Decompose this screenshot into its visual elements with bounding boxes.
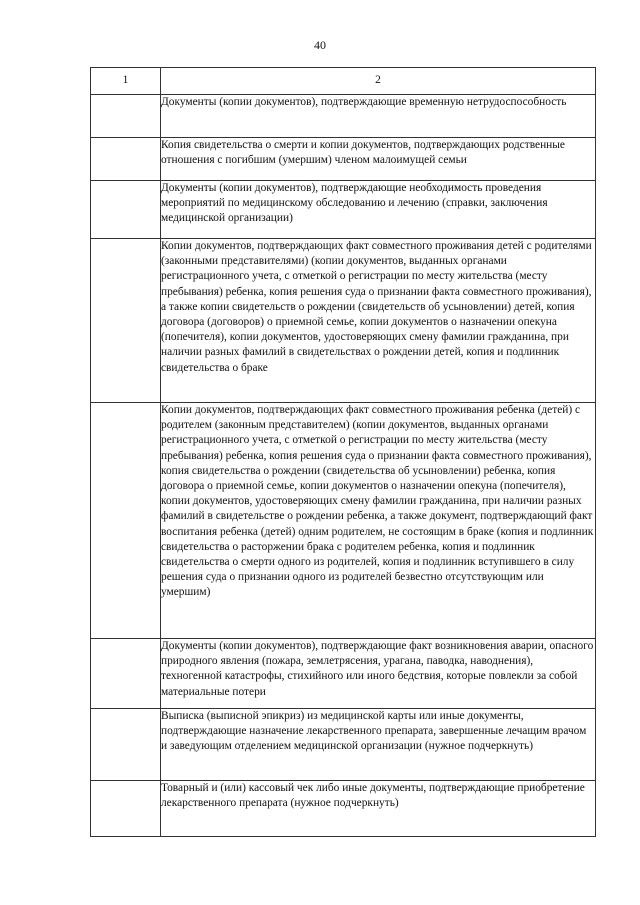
document-description: Выписка (выписной эпикриз) из медицинской карты или иные документы, подтверждающие назначение лекарственного препарата, завершенные лечащим врачом и заведующим отделением медицинской организации (нужное подчеркнуть) — [161, 709, 596, 781]
page-number: 40 — [314, 38, 326, 52]
document-description: Товарный и (или) кассовый чек либо иные документы, подтверждающие приобретение лекарственного препарата (нужное подчеркнуть) — [161, 781, 596, 837]
table-row — [91, 181, 596, 239]
row-number-cell — [91, 239, 161, 403]
table-row — [91, 709, 596, 781]
table-row — [91, 95, 596, 138]
row-number-cell — [91, 781, 161, 837]
document-description: Копия свидетельства о смерти и копии документов, подтверждающих родственные отношения с погибшим (умершим) членом малоимущей семьи — [161, 138, 596, 181]
row-number-cell — [91, 95, 161, 138]
documents-table — [90, 67, 596, 837]
column-header-2: 2 — [161, 68, 596, 95]
column-header-1: 1 — [91, 68, 161, 95]
document-description: Документы (копии документов), подтверждающие временную нетрудоспособность — [161, 95, 596, 138]
document-description: Копии документов, подтверждающих факт совместного проживания ребенка (детей) с родителем (законным представителем) (копии документов, выданных органами регистрационного учета, с отметкой о регистрации по месту жительства (месту пребывания) ребенка, копия решения суда о признании факта совместного проживания), копия свидетельства о рождении (свидетельства об усыновлении) ребенка, копия договора о приемной семье, копии документов о назначении опекуна (попечителя), копии документов, удостоверяющих смену фамилии гражданина, при наличии разных фамилий в свидетельстве о рождении ребенка, а также документ, подтверждающий факт воспитания ребенка (детей) одним родителем, не состоящим в браке (копия и подлинник свидетельства о расторжении брака с родителем ребенка, копия и подлинник свидетельства о смерти одного из родителей, копия и подлинник вступившего в силу решения суда о признании одного из родителей безвестно отсутствующим или умершим) — [161, 403, 596, 639]
table-row — [91, 639, 596, 709]
table-row — [91, 403, 596, 639]
document-description: Копии документов, подтверждающих факт совместного проживания детей с родителями (законными представителями) (копии документов, выданных органами регистрационного учета, с отметкой о регистрации по месту жительства (месту пребывания) ребенка, копия решения суда о признании факта совместного проживания), а также копии свидетельств о рождении (свидетельств об усыновлении) детей, копия договора (договоров) о приемной семье, копии документов о назначении опекуна (попечителя), копии документов, удостоверяющих смену фамилии гражданина, при наличии разных фамилий в свидетельствах о рождении детей, копия и подлинник свидетельства о браке — [161, 239, 596, 403]
row-number-cell — [91, 403, 161, 639]
document-description: Документы (копии документов), подтверждающие необходимость проведения мероприятий по медицинскому обследованию и лечению (справки, заключения медицинской организации) — [161, 181, 596, 239]
row-number-cell — [91, 138, 161, 181]
table-row — [91, 138, 596, 181]
row-number-cell — [91, 709, 161, 781]
table-row — [91, 781, 596, 837]
document-description: Документы (копии документов), подтверждающие факт возникновения аварии, опасного природного явления (пожара, землетрясения, урагана, паводка, наводнения), техногенной катастрофы, стихийного или иного бедствия, которые повлекли за собой материальные потери — [161, 639, 596, 709]
row-number-cell — [91, 181, 161, 239]
row-number-cell — [91, 639, 161, 709]
table-header-row — [91, 68, 596, 95]
table-row — [91, 239, 596, 403]
